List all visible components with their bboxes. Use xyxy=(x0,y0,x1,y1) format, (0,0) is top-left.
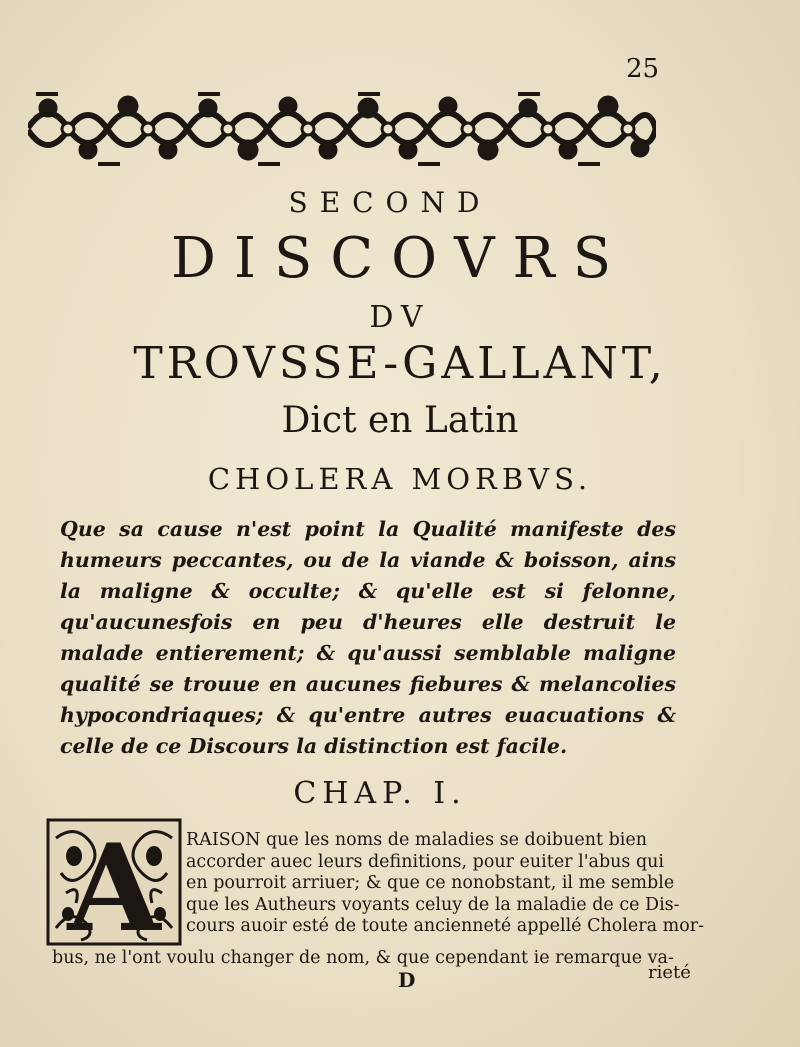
title-dict-en-latin: Dict en Latin xyxy=(281,400,519,441)
ornament-band-icon xyxy=(28,88,656,170)
body-line: RAISON que les noms de maladies se doibuent bien xyxy=(186,830,648,850)
page-number: 25 xyxy=(626,54,660,84)
decorated-initial xyxy=(46,818,182,946)
body-line: bus, ne l'ont voulu changer de nom, & que cependant ie remarque va- xyxy=(52,948,674,968)
title-cholera-morbus: CHOLERA MORBVS. xyxy=(207,462,593,496)
title-du: DV xyxy=(369,300,431,335)
body-line: cours auoir esté de toute ancienneté appellé Cholera mor- xyxy=(186,916,705,936)
title-second: SECOND xyxy=(288,186,492,219)
body-paragraph xyxy=(186,830,704,938)
catchword: rieté xyxy=(648,962,691,983)
ornamental-headpiece xyxy=(28,88,656,170)
body-line: en pourroit arriuer; & que ce nonobstant, il me semble xyxy=(186,873,675,893)
title-discours: DISCOVRS xyxy=(170,226,630,291)
title-trousse-gallant: TROVSSE-GALLANT, xyxy=(133,338,667,389)
chapter-summary: Que sa cause n'est point la Qualité manifeste des humeurs peccantes, ou de la viande & boisson, ains la maligne & occulte; & qu'elle est si felonne, qu'aucunesfois en peu d'heures elle destruit le malade entierement; & qu'aussi semblable maligne qualité se trouue en aucunes fiebures & melancolies hypocondriaques; & qu'entre autres euacuations & celle de ce Discours la distinction est facile. xyxy=(60,517,676,758)
chapter-heading: CHAP. I. xyxy=(293,776,467,811)
body-last-line xyxy=(52,948,674,970)
body-line: que les Autheurs voyants celuy de la maladie de ce Dis- xyxy=(186,894,680,915)
body-line: accorder auec leurs definitions, pour euiter l'abus qui xyxy=(186,851,665,872)
initial-letter-a-icon xyxy=(46,818,182,946)
signature-mark: D xyxy=(398,968,416,992)
initial-letter: A xyxy=(67,818,161,946)
